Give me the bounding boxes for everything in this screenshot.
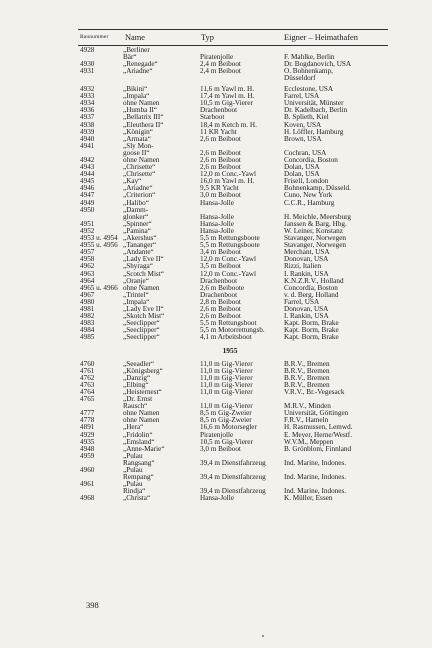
- cell-baunummer: 4948: [80, 444, 95, 453]
- cell-name: „Trintel“: [123, 290, 149, 299]
- cell-baunummer: 4950: [80, 205, 95, 214]
- cell-name: „Andante“: [123, 248, 154, 257]
- cell-name: Rangsang“: [123, 458, 155, 467]
- cell-name: „Ariadne“: [123, 184, 153, 193]
- cell-baunummer: 4959: [80, 451, 95, 460]
- cell-eigner: Kapt. Borm, Brake: [284, 319, 339, 328]
- cell-eigner: Stavanger, Norwegen: [284, 234, 346, 243]
- cell-typ: 10,5 m Gig-Vierer: [200, 99, 253, 108]
- cell-name: „Impala“: [123, 92, 150, 101]
- cell-baunummer: 4762: [80, 373, 95, 382]
- table-row: [80, 75, 390, 82]
- cell-baunummer: 4932: [80, 85, 95, 94]
- cell-typ: 11,0 m Gig-Vierer: [200, 359, 253, 368]
- cell-eigner: C.C.R., Hamburg: [284, 198, 335, 207]
- cell-baunummer: 4965 u. 4966: [80, 283, 118, 292]
- cell-name: „Danzig“: [123, 373, 151, 382]
- cell-eigner: H. Meichle, Meersburg: [284, 212, 351, 221]
- cell-eigner: Donovan, USA: [284, 255, 329, 264]
- cell-eigner: E. Meyer, Herne/Westf.: [284, 430, 352, 439]
- cell-baunummer: 4944: [80, 170, 95, 179]
- cell-eigner: V.R.V., Br.-Vegesack: [284, 388, 345, 396]
- cell-name: „Chrisette“: [123, 163, 156, 172]
- cell-name: „Seeadler“: [123, 359, 155, 368]
- cell-typ: Starboot: [200, 113, 225, 122]
- cell-typ: Piratenjolle: [200, 430, 234, 439]
- cell-eigner: Janssen & Barg, Hbg.: [284, 219, 347, 228]
- cell-name: „Shyraga“: [123, 262, 153, 271]
- cell-typ: 2,6 m Beiboot: [200, 134, 241, 143]
- cell-eigner: Kapt. Borm, Brake: [284, 333, 339, 342]
- cell-baunummer: 4963: [80, 269, 95, 278]
- cell-eigner: Concordia, Boston: [284, 283, 338, 292]
- row-gap: [80, 341, 390, 345]
- cell-eigner: Brown, USA: [284, 134, 322, 143]
- cell-eigner: W.V.M., Meppen: [284, 437, 334, 446]
- cell-eigner: Farrel, USA: [284, 297, 320, 306]
- cell-baunummer: 4955 u. 4956: [80, 241, 118, 250]
- cell-name: „Pulau: [123, 466, 143, 475]
- cell-eigner: v. d. Berg, Holland: [284, 290, 339, 299]
- cell-typ: 5,5 m Rettungsboot: [200, 319, 257, 328]
- cell-name: „Seeclipper“: [123, 326, 160, 335]
- cell-eigner: Ind. Marine, Indones.: [284, 487, 347, 496]
- cell-baunummer: 4964: [80, 276, 95, 285]
- cell-typ: 11,0 m Gig-Vierer: [200, 373, 253, 382]
- cell-typ: Drachenboot: [200, 106, 238, 115]
- cell-name: ohne Namen: [123, 99, 160, 108]
- cell-typ: 2,6 m Beiboot: [200, 148, 241, 157]
- cell-eigner: B.R.V., Bremen: [284, 359, 330, 368]
- cell-eigner: Kapt. Borm, Brake: [284, 326, 339, 335]
- table-body: [80, 47, 390, 503]
- cell-typ: 2,6 m Beiboot: [200, 304, 241, 313]
- cell-typ: Hansa-Jolle: [200, 212, 234, 221]
- cell-baunummer: 4943: [80, 163, 95, 172]
- cell-eigner: Ind. Marine, Indones.: [284, 458, 347, 467]
- table-row: [80, 334, 390, 341]
- cell-name: goose II“: [123, 148, 150, 157]
- cell-typ: 11,0 m Gig-Vierer: [200, 402, 253, 411]
- cell-name: „Skotch Mist“: [123, 312, 165, 321]
- cell-eigner: Merchant, USA: [284, 248, 330, 257]
- cell-baunummer: 4946: [80, 184, 95, 193]
- cell-name: „Elbing“: [123, 380, 149, 389]
- cell-typ: 16,6 m Motorsegler: [200, 423, 257, 432]
- cell-baunummer: 4764: [80, 388, 95, 396]
- cell-name: „Bikini“: [123, 85, 148, 94]
- cell-baunummer: 4945: [80, 177, 95, 186]
- cell-eigner: O. Bohnenkamp,: [284, 67, 333, 76]
- cell-typ: 5,5 m Motorrettungsb.: [200, 326, 265, 335]
- cell-name: „Anne-Marie“: [123, 444, 165, 453]
- cell-name: „Renegade“: [123, 60, 158, 69]
- cell-name: „Pulau: [123, 451, 143, 460]
- cell-typ: 2,4 m Beiboot: [200, 60, 241, 69]
- cell-baunummer: 4941: [80, 141, 95, 150]
- cell-typ: 2,6 m Beiboot: [200, 156, 241, 164]
- cell-typ: 2,6 m Beiboote: [200, 283, 245, 292]
- cell-baunummer: 4765: [80, 395, 95, 404]
- cell-eigner: Farrel, USA: [284, 92, 320, 101]
- cell-eigner: Cochran, USA: [284, 148, 327, 157]
- cell-eigner: K.N.Z.R.V., Holland: [284, 276, 344, 285]
- cell-eigner: Ind. Marine, Indones.: [284, 473, 347, 482]
- cell-typ: 10,5 m Gig-Vierer: [200, 437, 253, 446]
- cell-eigner: I. Rankin, USA: [284, 269, 329, 278]
- cell-typ: 2,8 m Beiboot: [200, 297, 241, 306]
- page-number: 398: [86, 600, 99, 610]
- cell-typ: 18,4 m Ketch m. H.: [200, 120, 257, 129]
- cell-eigner: I. Rankin, USA: [284, 312, 329, 321]
- cell-name: glonker“: [123, 212, 149, 221]
- cell-name: „Lady Eve II“: [123, 255, 164, 264]
- cell-eigner: Ecclestone, USA: [284, 85, 334, 94]
- cell-eigner: B. Splieth, Kiel: [284, 113, 329, 122]
- cell-name: „Sly Mon-: [123, 141, 154, 150]
- cell-baunummer: 4936: [80, 106, 95, 115]
- cell-name: „Oranje“: [123, 276, 149, 285]
- cell-baunummer: 4760: [80, 359, 95, 368]
- cell-eigner: B.R.V., Bremen: [284, 373, 330, 382]
- cell-eigner: Universität, Münster: [284, 99, 344, 108]
- cell-eigner: Dr. Kadelbach, Berlin: [284, 106, 348, 115]
- cell-typ: 11,6 m Yawl m. H.: [200, 85, 255, 94]
- cell-name: „Damm-: [123, 205, 149, 214]
- cell-eigner: F. Mahlke, Berlin: [284, 53, 335, 62]
- cell-baunummer: 4958: [80, 255, 95, 264]
- cell-typ: 3,5 m Beiboot: [200, 262, 241, 271]
- cell-eigner: Koven, USA: [284, 120, 322, 129]
- cell-baunummer: 4930: [80, 60, 95, 69]
- header-name: Name: [125, 33, 145, 42]
- cell-typ: Hansa-Jolle: [200, 226, 234, 235]
- cell-baunummer: 4934: [80, 99, 95, 108]
- cell-typ: 17,4 m Yawl m. H.: [200, 92, 255, 101]
- cell-baunummer: 4951: [80, 219, 95, 228]
- cell-name: „Chrisette“: [123, 170, 156, 179]
- cell-typ: Drachenboot: [200, 276, 238, 285]
- cell-eigner: Bohnenkamp, Düsseld.: [284, 184, 351, 193]
- table-header: [78, 29, 388, 46]
- cell-baunummer: 4939: [80, 127, 95, 136]
- cell-name: „Kay“: [123, 177, 142, 186]
- cell-name: „Lady Eve II“: [123, 304, 164, 313]
- cell-baunummer: 4931: [80, 67, 95, 76]
- cell-name: „Armata“: [123, 134, 151, 143]
- cell-name: „Ariadne“: [123, 67, 153, 76]
- cell-eigner: Dr. Bogdanovich, USA: [284, 60, 352, 69]
- cell-name: „Pamina“: [123, 226, 151, 235]
- cell-eigner: Rizzi, Italien: [284, 262, 322, 271]
- cell-name: ohne Namen: [123, 409, 160, 418]
- cell-baunummer: 4982: [80, 312, 95, 321]
- cell-baunummer: 4981: [80, 304, 95, 313]
- cell-baunummer: 4929: [80, 430, 95, 439]
- cell-eigner: F.R.V., Hameln: [284, 416, 329, 425]
- cell-typ: 2,6 m Beiboot: [200, 163, 241, 172]
- cell-name: Rausch“: [123, 402, 148, 411]
- cell-typ: 16,0 m Yawl m. H.: [200, 177, 255, 186]
- cell-typ: 11,0 m Gig-Vierer: [200, 388, 253, 396]
- cell-name: „Tananger“: [123, 241, 157, 250]
- cell-eigner: Concordia, Boston: [284, 156, 338, 164]
- cell-eigner: W. Leiner, Konstanz: [284, 226, 343, 235]
- cell-typ: Hansa-Jolle: [200, 198, 234, 207]
- cell-typ: 12,0 m Conc.-Yawl: [200, 170, 256, 179]
- cell-baunummer: 4968: [80, 494, 95, 503]
- year-heading: 1955: [222, 346, 238, 356]
- cell-baunummer: 4957: [80, 248, 95, 257]
- cell-typ: 39,4 m Dienstfahrzeug: [200, 458, 266, 467]
- cell-typ: 11 KR Yacht: [200, 127, 237, 136]
- cell-baunummer: 4985: [80, 333, 95, 342]
- cell-typ: Hansa-Jolle: [200, 219, 234, 228]
- cell-baunummer: 4962: [80, 262, 95, 271]
- paper-speck: [262, 635, 264, 637]
- cell-baunummer: 4763: [80, 380, 95, 389]
- cell-name: Rempang“: [123, 473, 154, 482]
- table-row: [80, 68, 390, 75]
- cell-eigner: Donovan, USA: [284, 304, 329, 313]
- cell-typ: 5,5 m Rettungsboote: [200, 234, 260, 243]
- cell-typ: 9,5 KR Yacht: [200, 184, 239, 193]
- cell-baunummer: 4942: [80, 156, 95, 164]
- cell-typ: 2,6 m Beiboot: [200, 312, 241, 321]
- cell-name: „Hera“: [123, 423, 144, 432]
- cell-name: „Criterion“: [123, 191, 156, 200]
- cell-eigner: Dolan, USA: [284, 163, 320, 172]
- cell-name: Bär“: [123, 53, 137, 62]
- cell-name: „Spinner“: [123, 219, 152, 228]
- cell-typ: 3,0 m Beiboot: [200, 444, 241, 453]
- cell-name: „Königsberg“: [123, 366, 163, 375]
- cell-baunummer: 4937: [80, 113, 95, 122]
- cell-baunummer: 4947: [80, 191, 95, 200]
- cell-name: ohne Namen: [123, 156, 160, 164]
- cell-name: „Königin“: [123, 127, 153, 136]
- cell-typ: 11,0 m Gig-Vierer: [200, 380, 253, 389]
- cell-baunummer: 4928: [80, 46, 95, 54]
- cell-baunummer: 4984: [80, 326, 95, 335]
- cell-name: „Akershus“: [123, 234, 157, 243]
- cell-eigner: B. Grönblom, Finnland: [284, 444, 352, 453]
- cell-typ: Piratenjolle: [200, 53, 234, 62]
- header-baunummer: Baunummer: [80, 34, 109, 40]
- cell-eigner: H. Rasmussen, Lemwd.: [284, 423, 353, 432]
- cell-eigner: Universität, Göttingen: [284, 409, 349, 418]
- cell-eigner: B.R.V., Bremen: [284, 366, 330, 375]
- cell-baunummer: 4967: [80, 290, 95, 299]
- cell-eigner: Cuno, New York: [284, 191, 333, 200]
- cell-name: „Bellatrix III“: [123, 113, 164, 122]
- cell-baunummer: 4980: [80, 297, 95, 306]
- cell-typ: 8,5 m Gig-Zweier: [200, 416, 252, 425]
- header-typ: Typ: [201, 33, 214, 42]
- cell-name: „Heisternest“: [123, 388, 162, 396]
- cell-name: „Dr. Ernst: [123, 395, 153, 404]
- cell-baunummer: 4960: [80, 466, 95, 475]
- cell-baunummer: 4983: [80, 319, 95, 328]
- table-row: [80, 495, 390, 502]
- cell-name: „Impala“: [123, 297, 150, 306]
- cell-name: „Humba II“: [123, 106, 158, 115]
- cell-baunummer: 4938: [80, 120, 95, 129]
- cell-eigner: Stavanger, Norwegen: [284, 241, 346, 250]
- cell-name: „Eleuthera II“: [123, 120, 164, 129]
- cell-typ: 2,4 m Beiboot: [200, 67, 241, 76]
- cell-name: „Seeclipper“: [123, 319, 160, 328]
- cell-eigner: H. Löffler, Hamburg: [284, 127, 344, 136]
- cell-name: Rindja“: [123, 487, 146, 496]
- cell-baunummer: 4761: [80, 366, 95, 375]
- cell-name: „Seeclipper“: [123, 333, 160, 342]
- cell-eigner: Frisell, London: [284, 177, 329, 186]
- cell-name: „Christa“: [123, 494, 151, 503]
- cell-typ: 12,0 m Conc.-Yawl: [200, 269, 256, 278]
- cell-typ: 11,0 m Gig-Vierer: [200, 366, 253, 375]
- header-eigner: Eigner – Heimathafen: [284, 33, 358, 42]
- cell-baunummer: 4949: [80, 198, 95, 207]
- cell-typ: Hansa-Jolle: [200, 494, 234, 503]
- cell-typ: 8,5 m Gig-Zweier: [200, 409, 252, 418]
- cell-typ: 3,4 m Beiboot: [200, 248, 241, 257]
- cell-baunummer: 4891: [80, 423, 95, 432]
- cell-baunummer: 4777: [80, 409, 95, 418]
- cell-name: ohne Namen: [123, 283, 160, 292]
- cell-baunummer: 4778: [80, 416, 95, 425]
- cell-baunummer: 4961: [80, 480, 95, 489]
- cell-baunummer: 4953 u. 4954: [80, 234, 118, 243]
- cell-eigner: Düsseldorf: [284, 74, 316, 83]
- cell-typ: 12,0 m Conc.-Yawl: [200, 255, 256, 264]
- cell-eigner: Dolan, USA: [284, 170, 320, 179]
- cell-typ: 39,4 m Dienstfahrzeug: [200, 473, 266, 482]
- cell-name: „Halibo“: [123, 198, 149, 207]
- cell-eigner: B.R.V., Bremen: [284, 380, 330, 389]
- cell-typ: 39,4 m Dienstfahrzeug: [200, 487, 266, 496]
- cell-typ: 3,0 m Beiboot: [200, 191, 241, 200]
- cell-eigner: K. Müller, Essen: [284, 494, 333, 503]
- cell-baunummer: 4952: [80, 226, 95, 235]
- cell-name: „Berliner: [123, 46, 150, 54]
- cell-eigner: M.R.V., Minden: [284, 402, 331, 411]
- cell-typ: 4,1 m Arbeitsboot: [200, 333, 252, 342]
- cell-baunummer: 4933: [80, 92, 95, 101]
- cell-name: „Emsland“: [123, 437, 155, 446]
- cell-typ: 5,5 m Rettungsboote: [200, 241, 260, 250]
- cell-baunummer: 4935: [80, 437, 95, 446]
- cell-name: „Fridolin“: [123, 430, 153, 439]
- cell-typ: Drachenboot: [200, 290, 238, 299]
- cell-baunummer: 4940: [80, 134, 95, 143]
- cell-name: „Scotch Mist“: [123, 269, 164, 278]
- cell-name: ohne Namen: [123, 416, 160, 425]
- cell-name: „Pulau: [123, 480, 143, 489]
